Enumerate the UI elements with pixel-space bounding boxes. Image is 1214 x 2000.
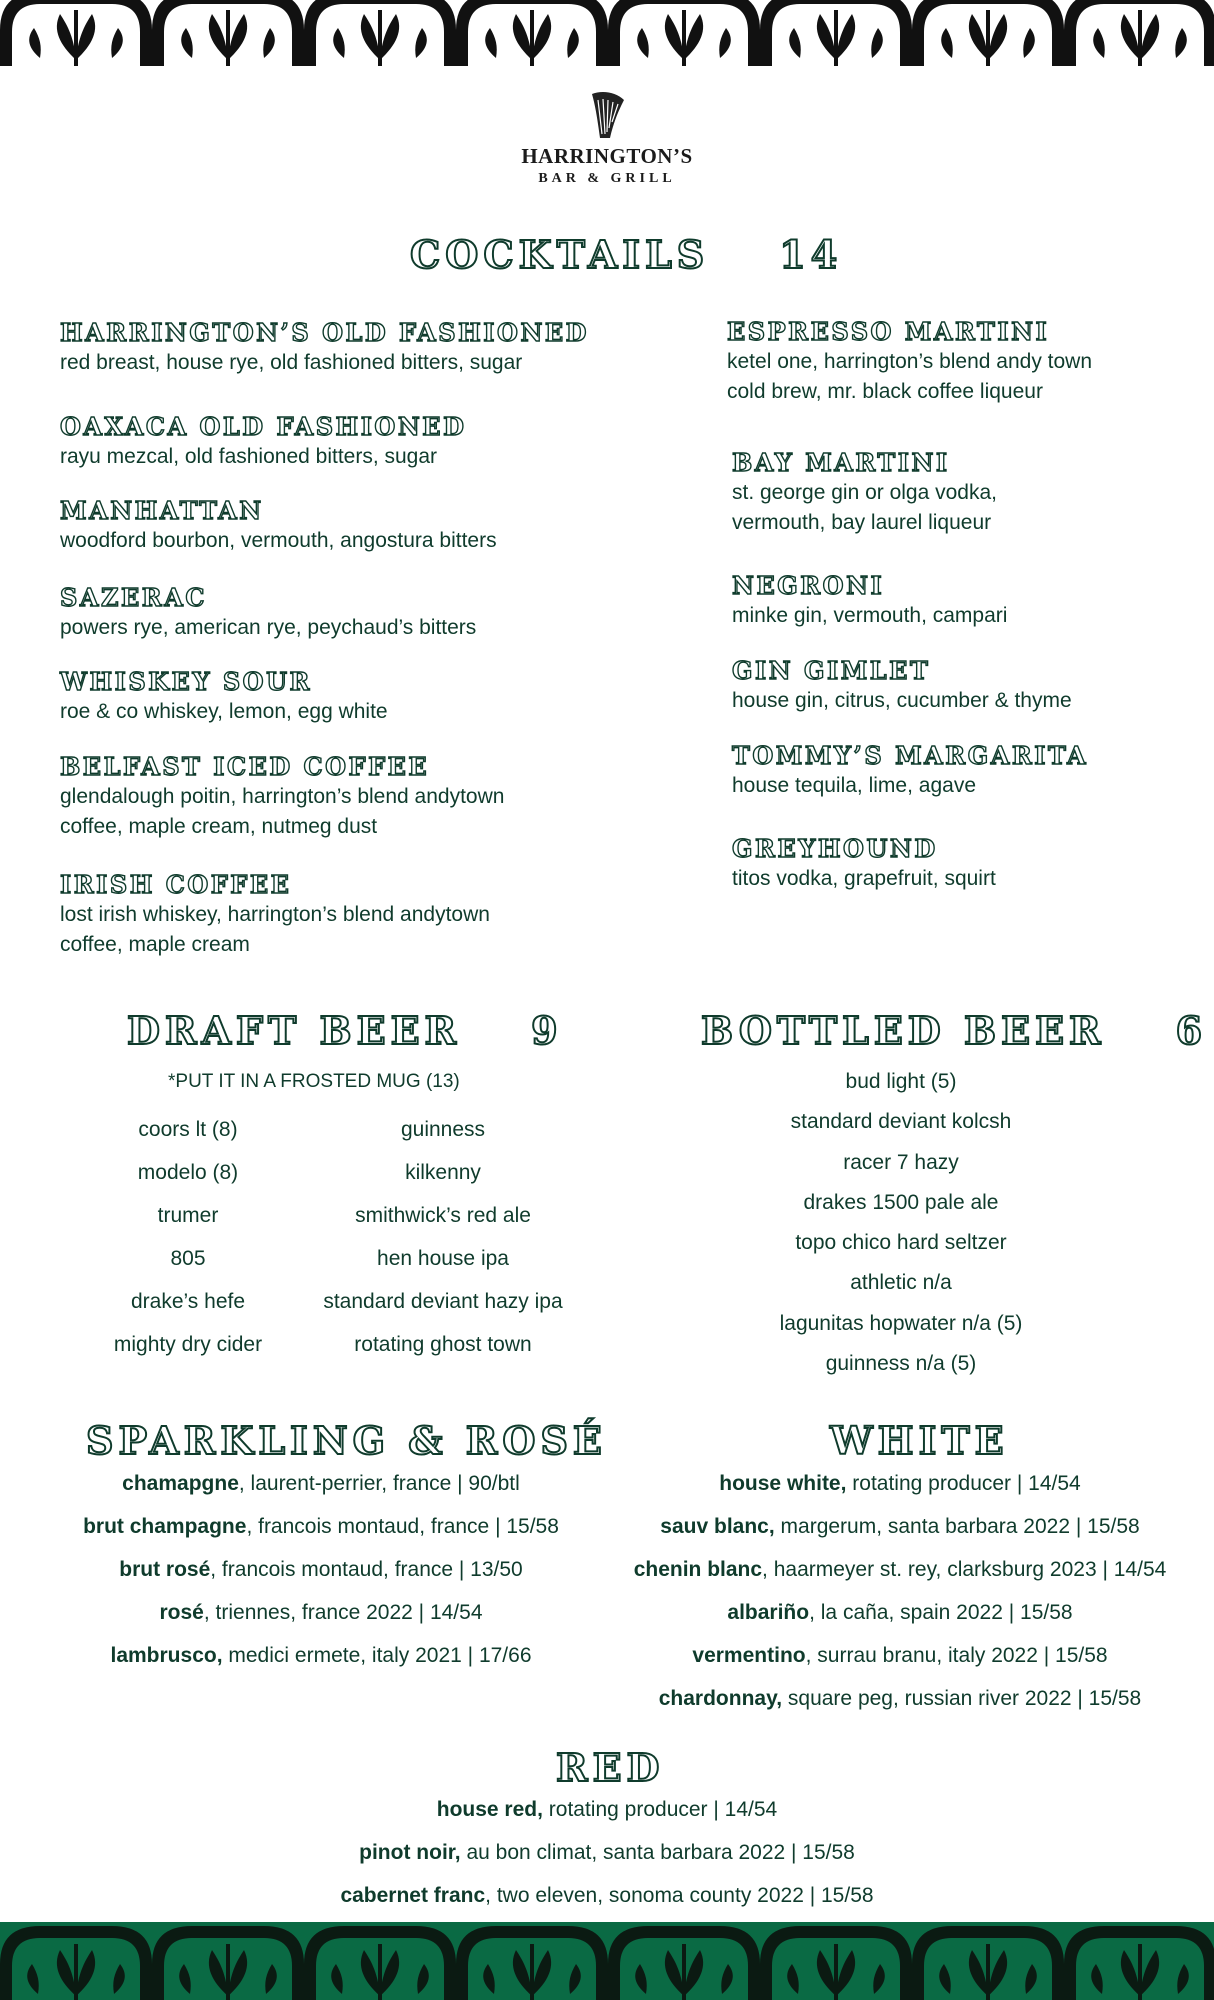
cocktails-price: 14 xyxy=(779,232,843,277)
wine-item xyxy=(602,1601,1198,1644)
cocktail-desc: powers rye, american rye, peychaud’s bitters xyxy=(60,616,477,639)
wine-name: house red, xyxy=(436,1798,543,1821)
bottled-beer-list xyxy=(741,1070,1061,1392)
cocktail-item xyxy=(60,667,388,727)
wine-item xyxy=(41,1558,601,1601)
wine-name: brut champagne xyxy=(83,1515,247,1538)
wine-detail: rotating producer | 14/54 xyxy=(542,1798,778,1821)
harp-icon xyxy=(586,90,628,142)
cocktail-item xyxy=(60,870,490,960)
draft-beer-item: smithwick’s red ale xyxy=(355,1204,531,1227)
draft-beer-item: coors lt (8) xyxy=(138,1118,238,1141)
bottom-decorative-band xyxy=(0,1922,1214,2000)
draft-beer-title-text: DRAFT BEER xyxy=(127,1008,462,1053)
red-wine-title: RED xyxy=(556,1745,665,1790)
wine-item xyxy=(602,1472,1198,1515)
draft-beer-item: drake’s hefe xyxy=(130,1290,246,1313)
frosted-mug-note: *PUT IT IN A FROSTED MUG (13) xyxy=(168,1071,460,1092)
wine-detail: margerum, santa barbara 2022 | 15/58 xyxy=(774,1515,1140,1538)
wine-item xyxy=(602,1558,1198,1601)
cocktail-item xyxy=(60,496,497,556)
wine-item xyxy=(602,1515,1198,1558)
cocktail-item xyxy=(732,571,1007,631)
bottled-beer-item: standard deviant kolcsh xyxy=(790,1110,1012,1134)
draft-beer-item: trumer xyxy=(157,1204,219,1227)
cocktail-item xyxy=(60,318,589,378)
cocktail-desc: roe & co whiskey, lemon, egg white xyxy=(60,700,388,723)
wine-name: cabernet franc xyxy=(340,1884,486,1907)
cocktail-item xyxy=(732,834,996,894)
wine-detail: , la caña, spain 2022 | 15/58 xyxy=(809,1601,1073,1624)
wine-name: brut rosé xyxy=(119,1558,211,1581)
wine-detail: au bon climat, santa barbara 2022 | 15/58 xyxy=(460,1841,855,1864)
sparkling-title: SPARKLING & ROSÉ xyxy=(86,1418,607,1463)
bottled-beer-item: bud light (5) xyxy=(845,1070,957,1093)
wine-item xyxy=(602,1687,1198,1730)
wine-detail: square peg, russian river 2022 | 15/58 xyxy=(782,1687,1142,1710)
draft-beer-item: standard deviant hazy ipa xyxy=(323,1290,563,1313)
cocktail-item xyxy=(732,741,1088,801)
top-decorative-band xyxy=(0,0,1214,66)
wine-detail: , two eleven, sonoma county 2022 | 15/58 xyxy=(485,1884,874,1907)
cocktail-name: IRISH COFFEE xyxy=(60,870,292,899)
cocktail-name: TOMMY’S MARGARITA xyxy=(732,741,1089,770)
cocktail-item xyxy=(60,752,504,842)
wine-name: chardonnay, xyxy=(658,1687,783,1710)
arch-leaf-pattern xyxy=(0,0,1214,66)
bottled-beer-item: drakes 1500 pale ale xyxy=(803,1190,999,1214)
wine-name: rosé xyxy=(159,1601,204,1624)
brand-subtitle: BAR & GRILL xyxy=(538,171,676,186)
cocktail-desc: titos vodka, grapefruit, squirt xyxy=(732,867,996,890)
bottled-beer-item: topo chico hard seltzer xyxy=(795,1231,1007,1255)
cocktail-name: GREYHOUND xyxy=(732,834,938,863)
draft-beer-list-1 xyxy=(88,1118,288,1376)
cocktail-name: HARRINGTON’S OLD FASHIONED xyxy=(60,318,589,347)
cocktail-name: BELFAST ICED COFFEE xyxy=(60,752,430,781)
draft-beer-title xyxy=(127,1008,563,1053)
cocktail-name: NEGRONI xyxy=(732,571,885,600)
cocktail-desc: rayu mezcal, old fashioned bitters, sugar xyxy=(60,445,438,468)
cocktail-item xyxy=(60,412,466,472)
bottled-beer-price: 6 xyxy=(1175,1008,1208,1053)
white-wine-title: WHITE xyxy=(830,1418,1009,1463)
cocktail-name: WHISKEY SOUR xyxy=(60,667,312,696)
cocktail-desc: coffee, maple cream, nutmeg dust xyxy=(60,815,378,838)
cocktail-item xyxy=(727,317,1092,407)
cocktail-desc: woodford bourbon, vermouth, angostura bitters xyxy=(60,529,497,552)
cocktail-desc: minke gin, vermouth, campari xyxy=(732,604,1008,627)
wine-name: vermentino xyxy=(692,1644,806,1667)
draft-beer-item: 805 xyxy=(170,1247,206,1270)
cocktail-name: SAZERAC xyxy=(60,583,207,612)
cocktail-desc: cold brew, mr. black coffee liqueur xyxy=(727,380,1043,403)
cocktail-item xyxy=(732,448,997,538)
brand-logo xyxy=(507,90,707,187)
draft-beer-item: kilkenny xyxy=(405,1161,481,1184)
cocktail-name: BAY MARTINI xyxy=(732,448,950,477)
wine-name: lambrusco, xyxy=(110,1644,223,1667)
cocktail-desc: glendalough poitin, harrington’s blend andytown xyxy=(60,785,505,808)
bottled-beer-item: lagunitas hopwater n/a (5) xyxy=(779,1311,1023,1335)
sparkling-wine-list xyxy=(41,1472,601,1687)
draft-beer-list-2 xyxy=(303,1118,583,1376)
wine-name: chamapgne xyxy=(122,1472,239,1495)
cocktails-title xyxy=(410,232,842,277)
wine-item xyxy=(277,1884,937,1927)
cocktail-desc: house tequila, lime, agave xyxy=(732,774,976,797)
cocktail-desc: house gin, citrus, cucumber & thyme xyxy=(732,689,1072,712)
wine-detail: , surrau branu, italy 2022 | 15/58 xyxy=(805,1644,1108,1667)
wine-item xyxy=(277,1798,937,1841)
cocktail-desc: st. george gin or olga vodka, xyxy=(732,481,998,504)
cocktail-name: ESPRESSO MARTINI xyxy=(727,317,1050,346)
draft-beer-item: guinness xyxy=(400,1118,486,1141)
cocktails-title-text: COCKTAILS xyxy=(410,232,710,277)
wine-name: house white, xyxy=(719,1472,847,1495)
red-wine-list xyxy=(277,1798,937,1927)
wine-detail: , francois montaud, france | 15/58 xyxy=(246,1515,559,1538)
wine-name: sauv blanc, xyxy=(660,1515,775,1538)
cocktail-item xyxy=(732,656,1072,716)
bottled-beer-item: guinness n/a (5) xyxy=(825,1352,977,1376)
cocktail-desc: lost irish whiskey, harrington’s blend andytown xyxy=(60,903,490,926)
brand-name: HARRINGTON’S xyxy=(521,144,693,168)
wine-detail: rotating producer | 14/54 xyxy=(846,1472,1081,1495)
cocktail-desc: vermouth, bay laurel liqueur xyxy=(732,511,992,534)
wine-name: chenin blanc xyxy=(633,1558,763,1581)
draft-beer-price: 9 xyxy=(531,1008,563,1053)
wine-item xyxy=(41,1515,601,1558)
wine-detail: , triennes, france 2022 | 14/54 xyxy=(203,1601,483,1624)
wine-detail: , francois montaud, france | 13/50 xyxy=(210,1558,523,1581)
white-wine-list xyxy=(602,1472,1198,1730)
arch-leaf-pattern xyxy=(0,1922,1214,2000)
cocktail-desc: ketel one, harrington’s blend andy town xyxy=(727,350,1093,373)
wine-name: albariño xyxy=(727,1601,810,1624)
bottled-beer-item: racer 7 hazy xyxy=(843,1150,959,1174)
cocktail-desc: red breast, house rye, old fashioned bitters, sugar xyxy=(60,351,523,374)
cocktail-item xyxy=(60,583,476,643)
draft-beer-item: rotating ghost town xyxy=(354,1333,532,1356)
bottled-beer-item: athletic n/a xyxy=(850,1271,952,1295)
draft-beer-item: modelo (8) xyxy=(137,1161,239,1184)
wine-item xyxy=(602,1644,1198,1687)
cocktail-desc: coffee, maple cream xyxy=(60,933,250,956)
wine-detail: medici ermete, italy 2021 | 17/66 xyxy=(222,1644,532,1667)
bottled-beer-title-text: BOTTLED BEER xyxy=(701,1008,1106,1053)
cocktail-name: MANHATTAN xyxy=(60,496,264,525)
wine-detail: , haarmeyer st. rey, clarksburg 2023 | 14/54 xyxy=(762,1558,1167,1581)
draft-beer-item: mighty dry cider xyxy=(113,1333,263,1356)
bottled-beer-title xyxy=(701,1008,1207,1053)
wine-item xyxy=(41,1472,601,1515)
wine-item xyxy=(41,1601,601,1644)
wine-detail: , laurent-perrier, france | 90/btl xyxy=(238,1472,520,1495)
draft-beer-item: hen house ipa xyxy=(377,1247,509,1270)
wine-name: pinot noir, xyxy=(359,1841,461,1864)
wine-item xyxy=(277,1841,937,1884)
wine-item xyxy=(41,1644,601,1687)
cocktail-name: OAXACA OLD FASHIONED xyxy=(60,412,467,441)
cocktail-name: GIN GIMLET xyxy=(732,656,931,685)
